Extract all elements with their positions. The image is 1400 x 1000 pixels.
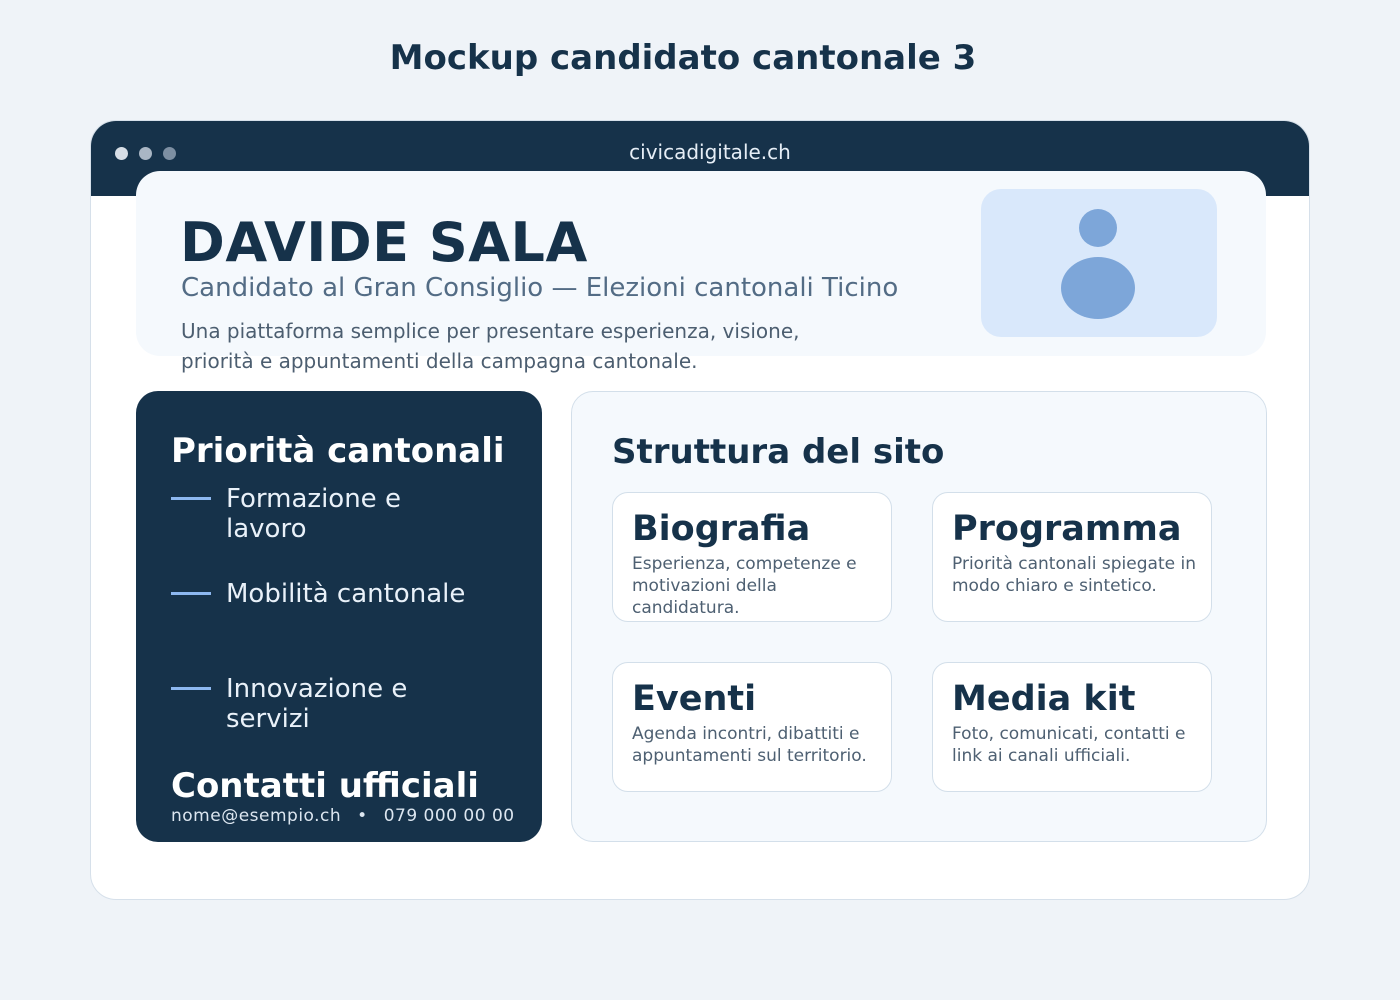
card-description: Esperienza, competenze e motivazioni della candidatura. [632, 554, 857, 618]
priorities-title: Priorità cantonali [171, 431, 505, 471]
card-programma[interactable] [932, 492, 1212, 622]
card-description: Priorità cantonali spiegate in modo chiaro e sintetico. [952, 554, 1196, 596]
address-bar-url[interactable]: civicadigitale.ch [629, 140, 791, 164]
contact-phone-link[interactable]: 079 000 00 00 [383, 806, 515, 826]
priority-label: Formazione e lavoro [226, 484, 401, 544]
browser-window [90, 120, 1310, 900]
priority-label: Mobilità cantonale [226, 579, 466, 609]
contact-separator: • [357, 806, 368, 826]
card-description: Foto, comunicati, contatti e link ai canali ufficiali. [952, 724, 1186, 766]
dash-icon [171, 497, 211, 500]
card-media-kit[interactable] [932, 662, 1212, 792]
person-avatar-icon [1079, 209, 1117, 247]
contacts-title: Contatti ufficiali [171, 766, 479, 806]
site-structure-panel [571, 391, 1267, 842]
structure-title: Struttura del sito [612, 432, 945, 472]
card-description: Agenda incontri, dibattiti e appuntamenti sul territorio. [632, 724, 867, 766]
candidate-role: Candidato al Gran Consiglio — Elezioni cantonali Ticino [181, 273, 899, 303]
candidate-name: DAVIDE SALA [180, 211, 588, 274]
card-biografia[interactable] [612, 492, 892, 622]
contact-email-link[interactable]: nome@esempio.ch [171, 806, 342, 826]
hero-section [136, 171, 1266, 373]
dash-icon [171, 687, 211, 690]
card-eventi[interactable] [612, 662, 892, 792]
card-title: Eventi [632, 679, 757, 719]
card-title: Programma [952, 509, 1182, 549]
person-avatar-body [1061, 257, 1135, 319]
dash-icon [171, 592, 211, 595]
candidate-photo-placeholder [981, 189, 1217, 337]
contacts-line [171, 806, 515, 826]
candidate-description: Una piattaforma semplice per presentare esperienza, visione, priorità e appuntamenti della campagna cantonale. [181, 319, 800, 373]
priorities-panel [136, 391, 542, 842]
card-title: Biografia [632, 509, 811, 549]
priority-label: Innovazione e servizi [226, 674, 408, 734]
page-title: Mockup candidato cantonale 3 [389, 38, 977, 78]
card-title: Media kit [952, 679, 1136, 719]
